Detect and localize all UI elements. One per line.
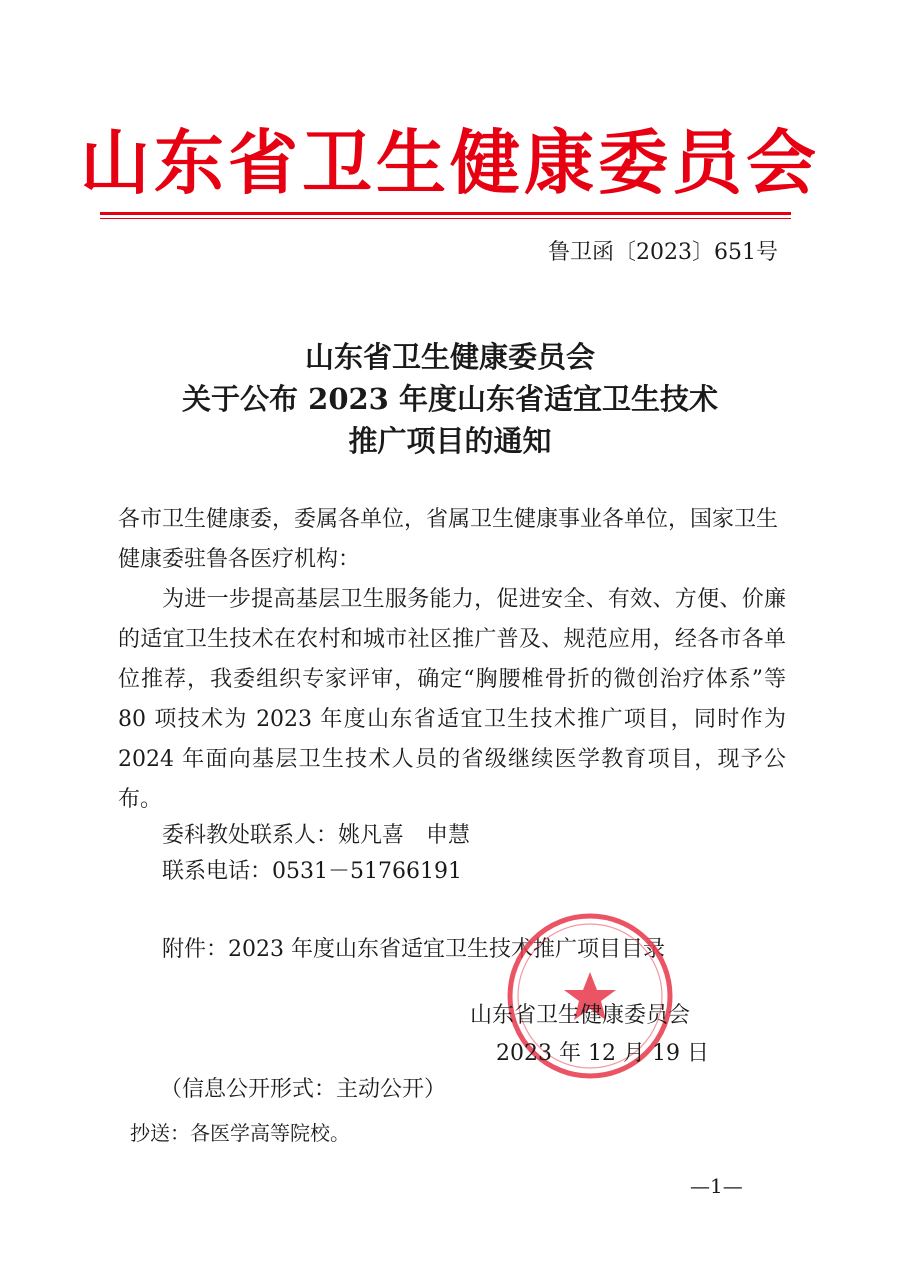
main-paragraph: 为进一步提高基层卫生服务能力，促进安全、有效、方便、价廉的适宜卫生技术在农村和城市社区推广普及、规范应用，经各市各单位推荐，我委组织专家评审，确定“胸腰椎骨折的微创治疗体系”等 80 项技术为 2023 年度山东省适宜卫生技术推广项目，同时作为 2024 年面向基层卫生技术人员的省级继续医学教育项目，现予公布。 (118, 587, 786, 812)
disclosure-form: （信息公开形式：主动公开） (160, 1077, 447, 1102)
attachment-line: 附件：2023 年度山东省适宜卫生技术推广项目目录 (162, 937, 665, 962)
contact-person: 委科教处联系人：姚凡喜 申慧 (162, 823, 471, 848)
cc-line: 抄送：各医学高等院校。 (130, 1121, 350, 1145)
page-number: —1— (690, 1174, 743, 1198)
document-title (0, 336, 900, 462)
title-line-1: 山东省卫生健康委员会 (304, 340, 595, 374)
masthead-rule-thick (100, 212, 791, 215)
document-number: 鲁卫函〔2023〕651号 (548, 240, 778, 265)
salutation: 各市卫生健康委，委属各单位，省属卫生健康事业各单位，国家卫生健康委驻鲁各医疗机构： (118, 507, 779, 572)
title-line-2: 关于公布 2023 年度山东省适宜卫生技术 (182, 382, 718, 416)
issuer-name: 山东省卫生健康委员会 (470, 1003, 691, 1028)
title-line-3: 推广项目的通知 (348, 424, 552, 458)
contact-phone: 联系电话：0531－51766191 (162, 859, 462, 884)
issue-date: 2023 年 12 月 19 日 (496, 1041, 709, 1066)
masthead-rule-thin (100, 218, 791, 219)
masthead-org-name: 山东省卫生健康委员会 (80, 122, 820, 204)
